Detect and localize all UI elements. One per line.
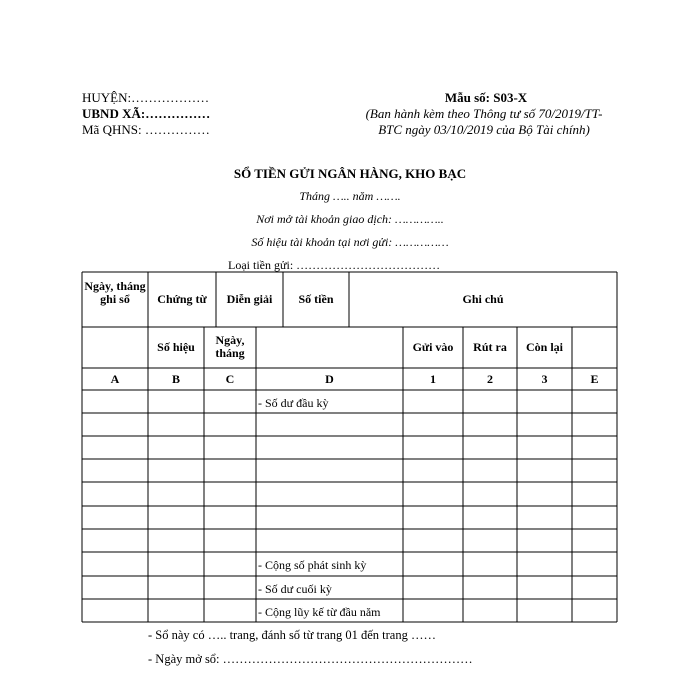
header-so-tien: Số tiền [298, 292, 334, 306]
month-year-line: Tháng ….. năm ……. [299, 189, 401, 203]
header-ghi-chu: Ghi chú [462, 292, 504, 306]
row-so-du-cuoi-ky: - Số dư cuối kỳ [258, 582, 332, 596]
qhns-line: Mã QHNS: …………… [82, 122, 210, 137]
huyen-line: HUYỆN:……………… [82, 90, 210, 105]
header-ngay-thang: Ngày, tháng [215, 333, 245, 360]
ubnd-line: UBND XÃ:…………… [82, 106, 211, 121]
account-place-line: Nơi mở tài khoản giao dịch: ………….. [256, 212, 444, 226]
legal-basis-line1: (Ban hành kèm theo Thông tư số 70/2019/TT- [365, 106, 603, 121]
col-code-a: A [110, 372, 120, 386]
col-code-c: C [225, 372, 235, 386]
header-rut-ra: Rút ra [473, 340, 507, 354]
header-gui-vao: Gửi vào [412, 340, 454, 354]
col-code-e: E [590, 372, 599, 386]
col-code-d: D [325, 372, 334, 386]
legal-basis-line2: BTC ngày 03/10/2019 của Bộ Tài chính) [378, 122, 590, 137]
col-code-2: 2 [487, 372, 493, 386]
account-number-line: Số hiệu tài khoản tại nơi gửi: …………… [251, 235, 449, 249]
header-chung-tu: Chứng từ [157, 292, 207, 306]
footer-open-date: - Ngày mở sổ: …………………………………………………… [148, 652, 473, 666]
form-title: SỔ TIỀN GỬI NGÂN HÀNG, KHO BẠC [233, 166, 467, 181]
header-so-hieu: Số hiệu [157, 340, 195, 354]
row-so-du-dau-ky: - Số dư đầu kỳ [258, 396, 329, 410]
mau-so: Mẫu số: S03-X [444, 90, 528, 105]
col-code-1: 1 [430, 372, 436, 386]
header-dien-giai: Diễn giải [226, 292, 273, 306]
row-cong-so-phat-sinh: - Cộng số phát sinh kỳ [258, 558, 367, 572]
col-code-b: B [171, 372, 180, 386]
header-con-lai: Còn lại [525, 340, 563, 354]
footer-page-count: - Sổ này có ….. trang, đánh số từ trang 01 đến trang …… [148, 628, 436, 642]
deposit-type-line: Loại tiền gửi: ……………………………… [228, 258, 441, 272]
header-ngay-thang-ghi-so: Ngày, tháng ghi sổ [84, 279, 146, 306]
row-cong-luy-ke: - Cộng lũy kế từ đầu năm [258, 605, 381, 619]
col-code-3: 3 [541, 372, 548, 386]
